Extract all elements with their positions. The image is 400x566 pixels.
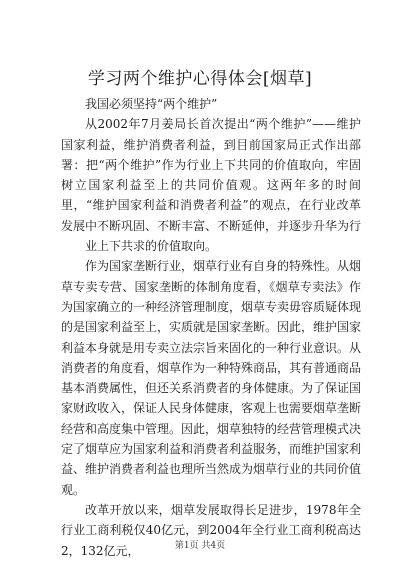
paragraph-1: 我国必须坚持“两个维护” [85, 97, 218, 111]
paragraph-2: 从2002年7月姜局长首次提出“两个维护”——维护国家利益，维护消费者利益，到目前国家局正式作出部署：把“两个维护”作为行业上下共同的价值取向，牢固树立国家利益至上的共同价值观。这两年多的时间里，“维护国家利益和消费者利益”的观点，在行业改革发展中不断巩固、不断丰富、不断延伸，并逐步升华为行 [61, 117, 362, 233]
document-body [61, 94, 361, 561]
document-title: 学习两个维护心得体会[烟草] [87, 69, 313, 89]
paragraph-4: 作为国家垄断行业，烟草行业有自身的特殊性。从烟草专卖专营、国家垄断的体制角度看，《烟草专卖法》作为国家确立的一种经济管理制度，烟草专卖毋容质疑体现的是国家利益至上，实质就是国家垄断。因此，维护国家利益本身就是用专卖立法宗旨来固化的一种行业意识。从消费者的角度看，烟草作为一种特殊商品，其有普通商品基本消费属性，但还关系消费者的身体健康。为了保证国家财政收入，保证人民身体健康，客观上也需要烟草垄断经营和高度集中管理。因此，烟草独特的经营管理模式决定了烟草应为国家利益和消费者利益服务，而维护国家利益、维护消费者利益也理所当然成为烟草行业的共同价值观。 [61, 259, 362, 497]
paragraph-3: 业上下共求的价值取向。 [85, 239, 218, 254]
paragraph-5: 改革开放以来，烟草发展取得长足进步，1978年全行业工商利税仅40亿元，到2004年全行业工商利税高达2，132亿元， [61, 502, 361, 558]
page-number-footer: 第1页 共4页 [174, 541, 226, 551]
